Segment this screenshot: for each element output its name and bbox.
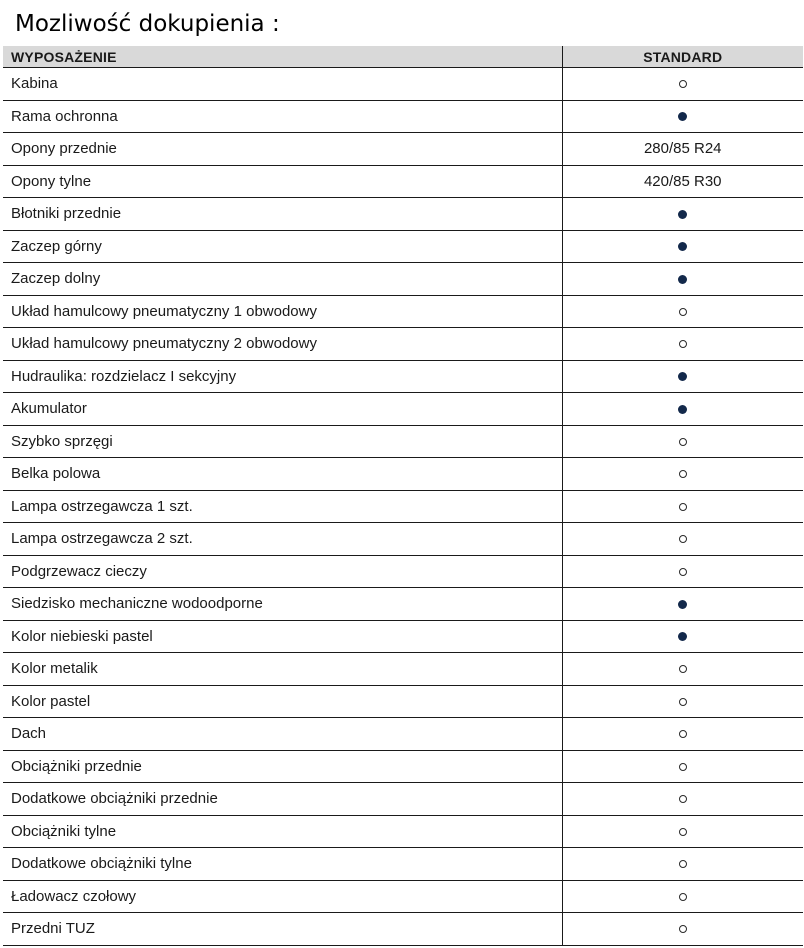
- standard-value: [562, 523, 803, 556]
- equipment-name: Ładowacz czołowy: [3, 880, 562, 913]
- equipment-name: Przedni TUZ: [3, 913, 562, 946]
- standard-value: [562, 783, 803, 816]
- equipment-name: Kolor niebieski pastel: [3, 620, 562, 653]
- empty-circle-icon: [679, 893, 687, 901]
- equipment-name: Opony przednie: [3, 133, 562, 166]
- table-row: [3, 523, 803, 556]
- standard-value: [562, 848, 803, 881]
- empty-circle-icon: [679, 308, 687, 316]
- empty-circle-icon: [679, 340, 687, 348]
- table-row: [3, 685, 803, 718]
- table-row: [3, 750, 803, 783]
- equipment-name: Kabina: [3, 68, 562, 101]
- table-row: [3, 133, 803, 166]
- standard-value: [562, 165, 803, 198]
- standard-value: [562, 230, 803, 263]
- table-row: [3, 458, 803, 491]
- tire-size-text: 280/85 R24: [643, 140, 722, 158]
- standard-value: [562, 815, 803, 848]
- empty-circle-icon: [679, 535, 687, 543]
- empty-circle-icon: [679, 925, 687, 933]
- empty-circle-icon: [679, 438, 687, 446]
- standard-value: [562, 68, 803, 101]
- table-body: [3, 68, 803, 946]
- table-row: [3, 100, 803, 133]
- column-header-equipment: WYPOSAŻENIE: [3, 46, 562, 68]
- empty-circle-icon: [679, 470, 687, 478]
- equipment-name: Hudraulika: rozdzielacz I sekcyjny: [3, 360, 562, 393]
- table-row: [3, 490, 803, 523]
- equipment-name: Dach: [3, 718, 562, 751]
- empty-circle-icon: [679, 828, 687, 836]
- standard-value: [562, 393, 803, 426]
- empty-circle-icon: [679, 665, 687, 673]
- empty-circle-icon: [679, 763, 687, 771]
- table-row: [3, 848, 803, 881]
- standard-value: [562, 555, 803, 588]
- equipment-name: Układ hamulcowy pneumatyczny 1 obwodowy: [3, 295, 562, 328]
- standard-value: [562, 133, 803, 166]
- standard-value: [562, 718, 803, 751]
- table-row: [3, 230, 803, 263]
- standard-value: [562, 653, 803, 686]
- table-row: [3, 783, 803, 816]
- standard-value: [562, 100, 803, 133]
- filled-dot-icon: [678, 112, 687, 121]
- filled-dot-icon: [678, 600, 687, 609]
- filled-dot-icon: [678, 405, 687, 414]
- column-header-standard: STANDARD: [562, 46, 803, 68]
- table-row: [3, 393, 803, 426]
- standard-value: [562, 750, 803, 783]
- empty-circle-icon: [679, 568, 687, 576]
- equipment-name: Lampa ostrzegawcza 2 szt.: [3, 523, 562, 556]
- equipment-name: Siedzisko mechaniczne wodoodporne: [3, 588, 562, 621]
- table-row: [3, 295, 803, 328]
- filled-dot-icon: [678, 632, 687, 641]
- table-row: [3, 588, 803, 621]
- standard-value: [562, 588, 803, 621]
- table-row: [3, 360, 803, 393]
- empty-circle-icon: [679, 730, 687, 738]
- table-row: [3, 198, 803, 231]
- standard-value: [562, 685, 803, 718]
- filled-dot-icon: [678, 372, 687, 381]
- filled-dot-icon: [678, 275, 687, 284]
- equipment-name: Kolor metalik: [3, 653, 562, 686]
- standard-value: [562, 198, 803, 231]
- equipment-name: Dodatkowe obciążniki tylne: [3, 848, 562, 881]
- table-row: [3, 880, 803, 913]
- empty-circle-icon: [679, 795, 687, 803]
- standard-value: [562, 295, 803, 328]
- standard-value: [562, 490, 803, 523]
- table-row: [3, 555, 803, 588]
- equipment-name: Zaczep dolny: [3, 263, 562, 296]
- standard-value: [562, 360, 803, 393]
- empty-circle-icon: [679, 503, 687, 511]
- empty-circle-icon: [679, 698, 687, 706]
- equipment-name: Akumulator: [3, 393, 562, 426]
- empty-circle-icon: [679, 860, 687, 868]
- table-row: [3, 718, 803, 751]
- standard-value: [562, 263, 803, 296]
- table-row: [3, 263, 803, 296]
- table-row: [3, 620, 803, 653]
- table-row: [3, 425, 803, 458]
- empty-circle-icon: [679, 80, 687, 88]
- equipment-name: Podgrzewacz cieczy: [3, 555, 562, 588]
- standard-value: [562, 458, 803, 491]
- equipment-name: Błotniki przednie: [3, 198, 562, 231]
- tire-size-text: 420/85 R30: [643, 172, 722, 190]
- standard-value: [562, 328, 803, 361]
- equipment-name: Zaczep górny: [3, 230, 562, 263]
- standard-value: [562, 913, 803, 946]
- table-header-row: [3, 46, 803, 68]
- equipment-name: Opony tylne: [3, 165, 562, 198]
- standard-value: [562, 425, 803, 458]
- equipment-name: Szybko sprzęgi: [3, 425, 562, 458]
- filled-dot-icon: [678, 210, 687, 219]
- table-row: [3, 68, 803, 101]
- standard-value: [562, 880, 803, 913]
- equipment-name: Belka polowa: [3, 458, 562, 491]
- table-row: [3, 328, 803, 361]
- equipment-name: Układ hamulcowy pneumatyczny 2 obwodowy: [3, 328, 562, 361]
- equipment-name: Obciążniki tylne: [3, 815, 562, 848]
- page-title: Mozliwość dokupienia :: [15, 11, 280, 37]
- equipment-table: [3, 46, 803, 946]
- table-row: [3, 653, 803, 686]
- equipment-name: Rama ochronna: [3, 100, 562, 133]
- equipment-name: Obciążniki przednie: [3, 750, 562, 783]
- equipment-name: Dodatkowe obciążniki przednie: [3, 783, 562, 816]
- equipment-name: Lampa ostrzegawcza 1 szt.: [3, 490, 562, 523]
- table-row: [3, 815, 803, 848]
- standard-value: [562, 620, 803, 653]
- table-row: [3, 165, 803, 198]
- filled-dot-icon: [678, 242, 687, 251]
- equipment-name: Kolor pastel: [3, 685, 562, 718]
- table-row: [3, 913, 803, 946]
